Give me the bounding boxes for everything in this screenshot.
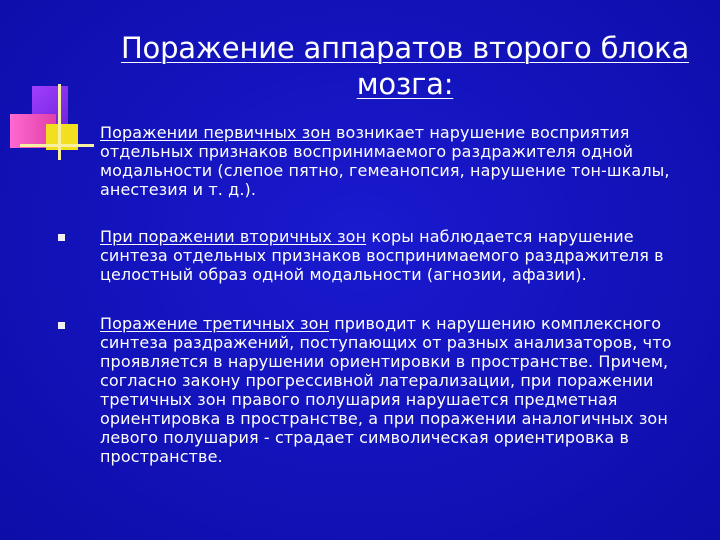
logo-vertical-line	[58, 84, 61, 160]
bullet-item	[100, 227, 690, 284]
bullet-marker-icon	[58, 234, 65, 241]
bullet-lead: При поражении вторичных зон	[100, 227, 367, 246]
bullet-lead: Поражение третичных зон	[100, 314, 330, 333]
bullet-text: коры наблюдается нарушение синтеза отдельных признаков воспринимаемого раздражителя в целостный образ одной модальности (агнозии, афазии).	[100, 227, 664, 284]
title-line-2: мозга:	[356, 67, 454, 101]
slide-title	[110, 30, 700, 102]
bullet-lead: Поражении первичных зон	[100, 123, 331, 142]
logo-horizontal-line	[20, 144, 94, 147]
bullet-text: возникает нарушение восприятия отдельных признаков воспринимаемого раздражителя одной модальности (слепое пятно, гемеанопсия, нарушение тон-шкалы, анестезия и т. д.).	[100, 123, 670, 199]
bullet-marker-icon	[58, 322, 65, 329]
bullet-item	[100, 123, 690, 199]
title-line-1: Поражение аппаратов второго блока	[120, 31, 690, 65]
bullet-text: приводит к нарушению комплексного синтеза раздражений, поступающих от разных анализаторов, что проявляется в нарушении ориентировки в пространстве. Причем, согласно закону прогрессивной латерализации, при поражении третичных зон правого полушария нарушается предметная ориентировка в пространстве, а при поражении аналогичных зон левого полушария - страдает символическая ориентировка в пространстве.	[100, 314, 672, 466]
bullet-item	[100, 314, 690, 466]
